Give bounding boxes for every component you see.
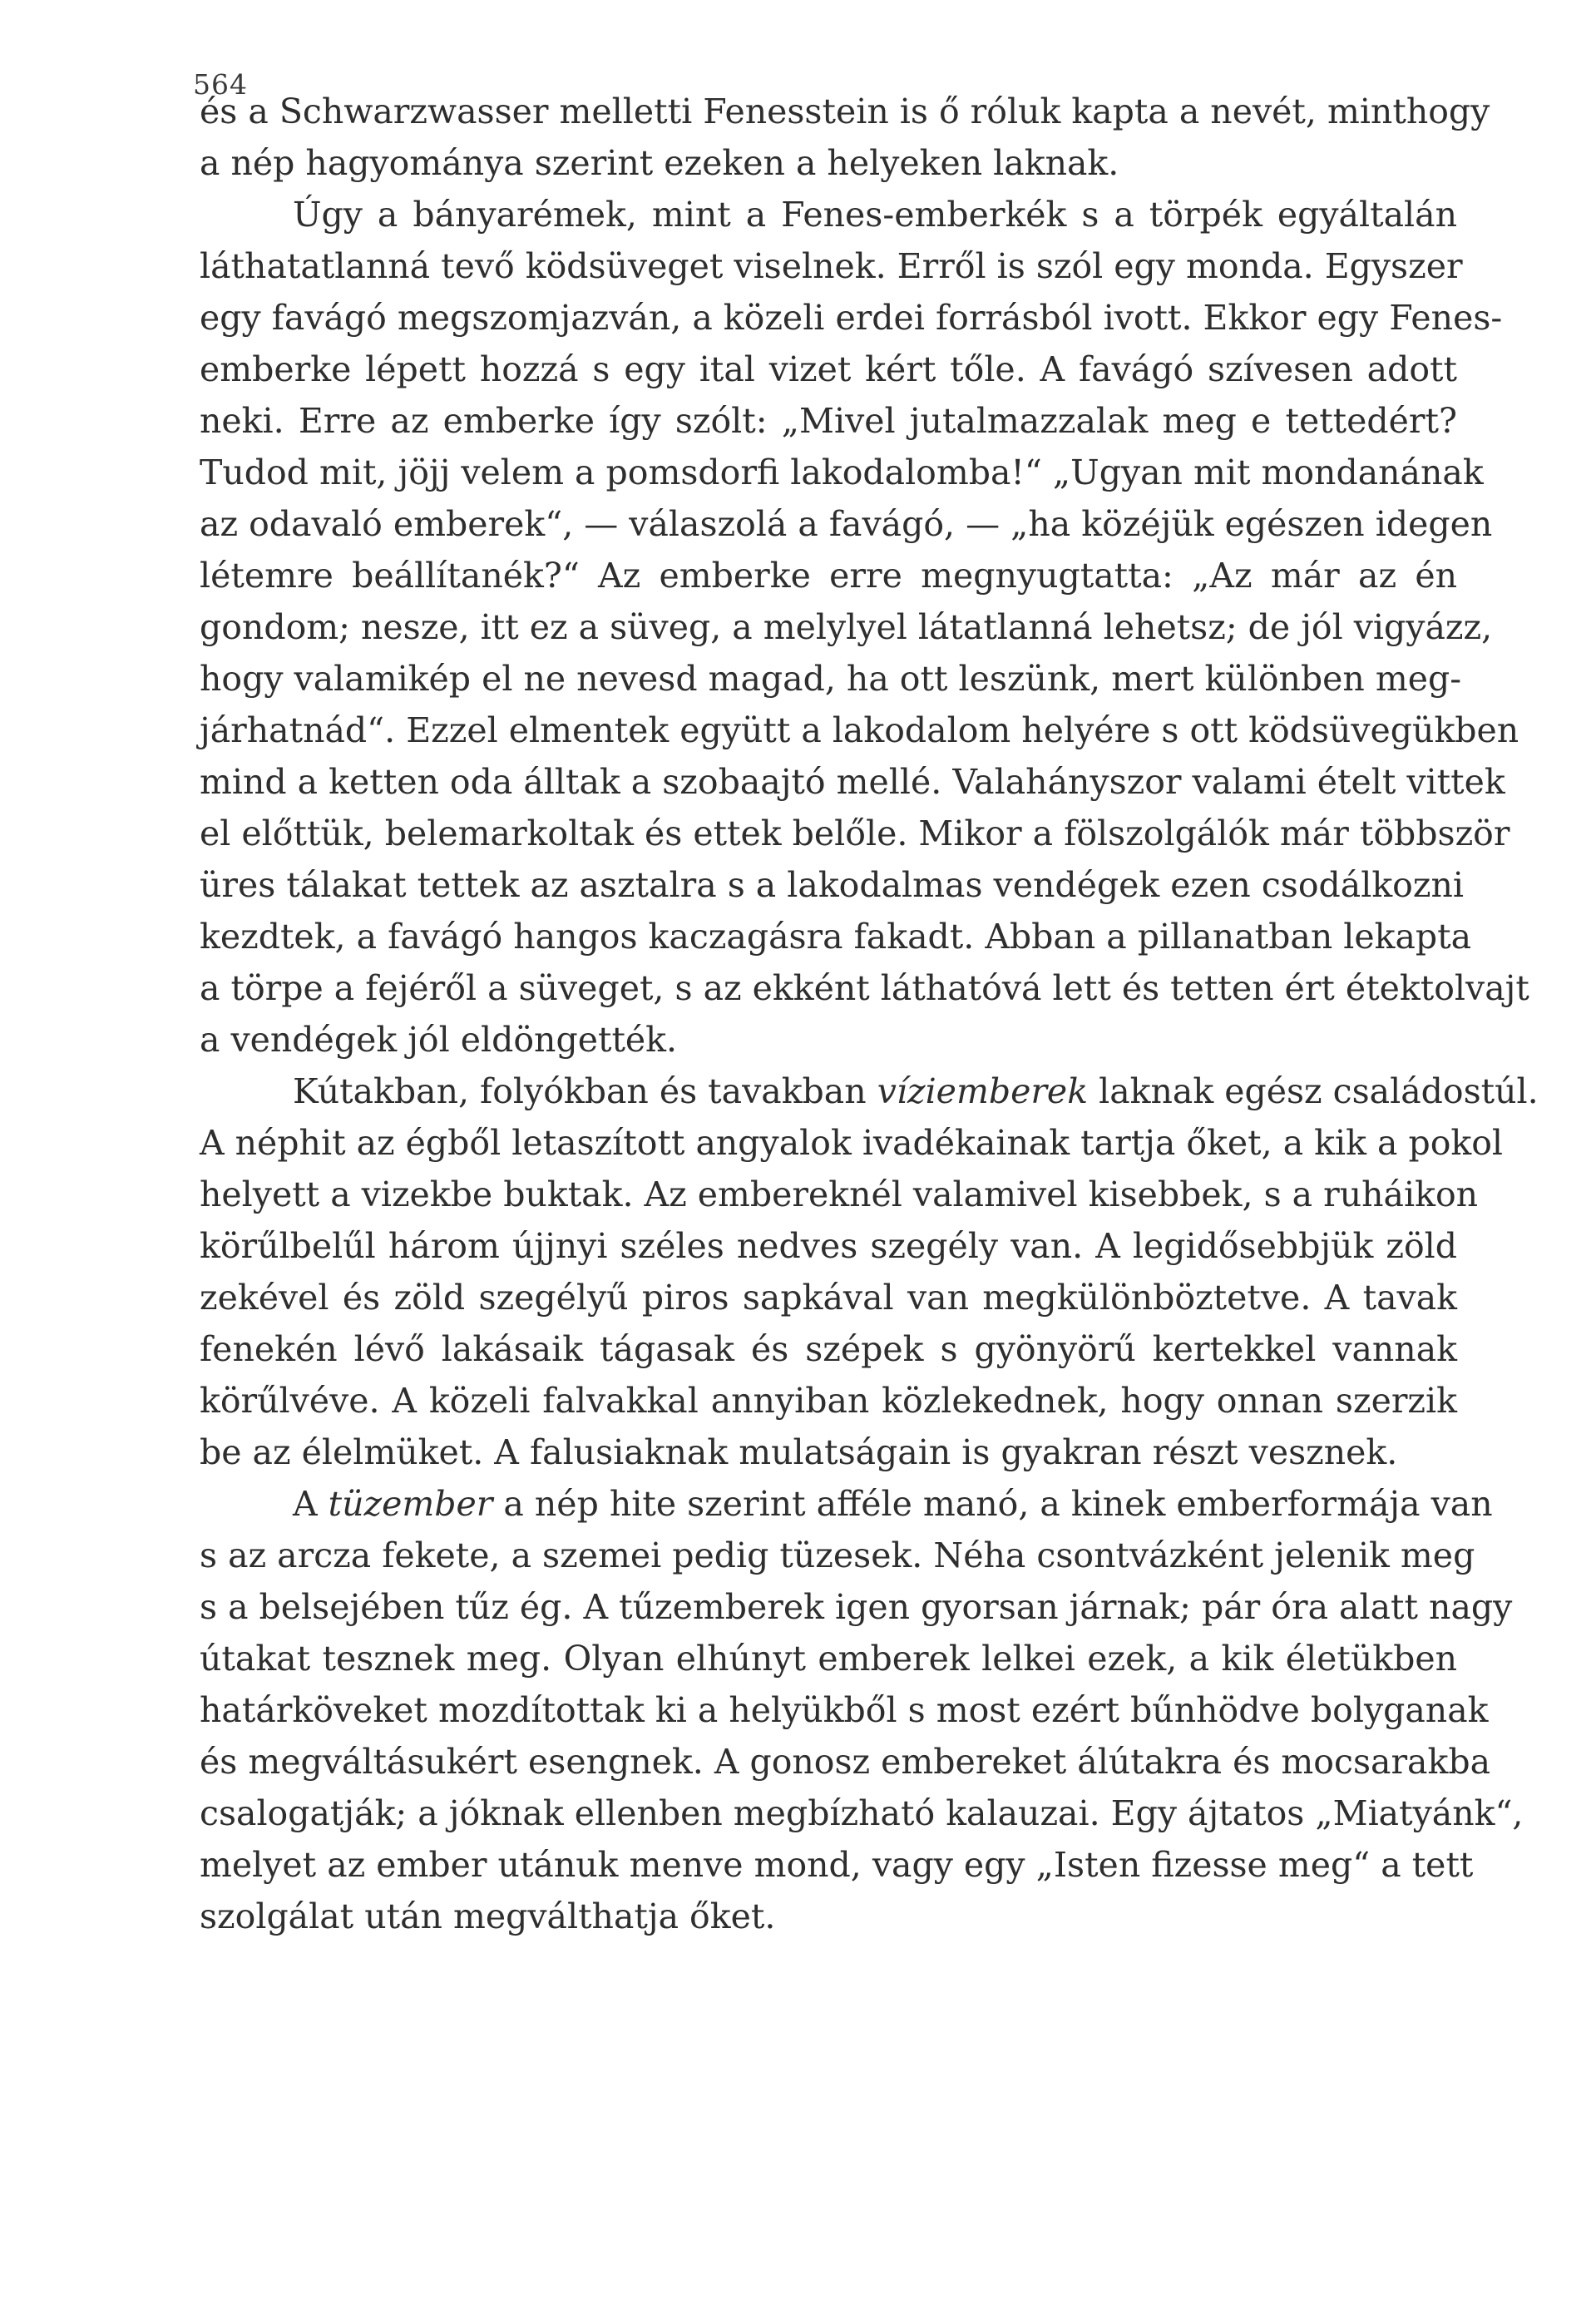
text-line: a vendégek jól eldöngették.: [200, 1020, 678, 1060]
text-line: melyet az ember utánuk menve mond, vagy egy „Isten fizesse meg“ a tett: [200, 1845, 1474, 1885]
text-line: A néphit az égből letaszított angyalok ivadékainak tartja őket, a kik a pokol: [200, 1123, 1504, 1163]
text-fragment: laknak egész családostúl.: [1088, 1071, 1539, 1111]
text-line: kezdtek, a favágó hangos kaczagásra fakadt. Abban a pillanatban lekapta: [200, 917, 1472, 957]
text-line: fenekén lévő lakásaik tágasak és szépek s gyönyörű kertekkel vannak: [200, 1329, 1457, 1369]
text-line: üres tálakat tettek az asztalra s a lakodalmas vendégek ezen csodálkozni: [200, 865, 1464, 905]
text-line: gondom; nesze, itt ez a süveg, a melylyel látatlanná lehetsz; de jól vigyázz,: [200, 607, 1493, 647]
text-line: az odavaló emberek“, — válaszolá a favágó, — „ha közéjük egészen idegen: [200, 504, 1493, 544]
text-line: láthatatlanná tevő ködsüveget viselnek. Erről is szól egy monda. Egyszer: [200, 246, 1463, 286]
text-line-with-italic: [293, 1478, 1493, 1530]
text-line: körűlbelűl három újjnyi széles nedves szegély van. A legidősebbjük zöld: [200, 1226, 1457, 1266]
text-line: és a Schwarzwasser melletti Fenesstein is ő róluk kapta a nevét, minthogy: [200, 91, 1490, 131]
text-line: be az élelmüket. A falusiaknak mulatságain is gyakran részt vesznek.: [200, 1432, 1398, 1472]
text-fragment: Kútakban, folyókban és tavakban: [293, 1071, 877, 1111]
text-line: útakat tesznek meg. Olyan elhúnyt emberek lelkei ezek, a kik életükben: [200, 1639, 1457, 1679]
text-line: létemre beállítanék?“ Az emberke erre megnyugtatta: „Az már az én: [200, 556, 1457, 596]
page-number: 564: [193, 68, 248, 101]
text-line: emberke lépett hozzá s egy ital vizet kért tőle. A favágó szívesen adott: [200, 349, 1457, 389]
text-line: és megváltásukért esengnek. A gonosz embereket álútakra és mocsarakba: [200, 1742, 1491, 1782]
text-line: hogy valamikép el ne nevesd magad, ha ott leszünk, mert különben meg-: [200, 659, 1462, 699]
text-fragment: a nép hite szerint afféle manó, a kinek emberformája van: [492, 1484, 1493, 1524]
text-line-with-italic: [293, 1066, 1539, 1117]
text-line: mind a ketten oda álltak a szobaajtó mellé. Valahányszor valami ételt vittek: [200, 762, 1505, 802]
text-line: szolgálat után megválthatja őket.: [200, 1896, 776, 1936]
italic-term: tüzember: [328, 1484, 493, 1524]
text-line: Tudod mit, jöjj velem a pomsdorfi lakodalomba!“ „Ugyan mit mondanának: [200, 452, 1484, 492]
text-line: egy favágó megszomjazván, a közeli erdei forrásból ivott. Ekkor egy Fenes-: [200, 298, 1503, 338]
text-line: csalogatják; a jóknak ellenben megbízható kalauzai. Egy ájtatos „Miatyánk“,: [200, 1793, 1524, 1833]
text-line: körűlvéve. A közeli falvakkal annyiban közlekednek, hogy onnan szerzik: [200, 1381, 1457, 1421]
text-line: a nép hagyománya szerint ezeken a helyeken laknak.: [200, 143, 1119, 183]
text-line: határköveket mozdítottak ki a helyükből s most ezért bűnhödve bolyganak: [200, 1690, 1489, 1730]
text-line: helyett a vizekbe buktak. Az embereknél valamivel kisebbek, s a ruháikon: [200, 1174, 1479, 1214]
text-line: zekével és zöld szegélyű piros sapkával van megkülönböztetve. A tavak: [200, 1278, 1457, 1318]
text-fragment: A: [293, 1484, 329, 1524]
italic-term: víziemberek: [877, 1071, 1089, 1111]
text-line: a törpe a fejéről a süveget, s az ekként láthatóvá lett és tetten ért étektolvajt: [200, 968, 1529, 1008]
text-line: Úgy a bányarémek, mint a Fenes-emberkék s a törpék egyáltalán: [293, 195, 1457, 235]
text-line: s az arcza fekete, a szemei pedig tüzesek. Néha csontvázként jelenik meg: [200, 1535, 1475, 1575]
text-line: neki. Erre az emberke így szólt: „Mivel jutalmazzalak meg e tettedért?: [200, 401, 1457, 441]
text-line: járhatnád“. Ezzel elmentek együtt a lakodalom helyére s ott ködsüvegükben: [200, 710, 1519, 750]
text-line: el előttük, belemarkoltak és ettek belőle. Mikor a fölszolgálók már többször: [200, 813, 1510, 853]
text-line: s a belsejében tűz ég. A tűzemberek igen gyorsan járnak; pár óra alatt nagy: [200, 1587, 1513, 1627]
